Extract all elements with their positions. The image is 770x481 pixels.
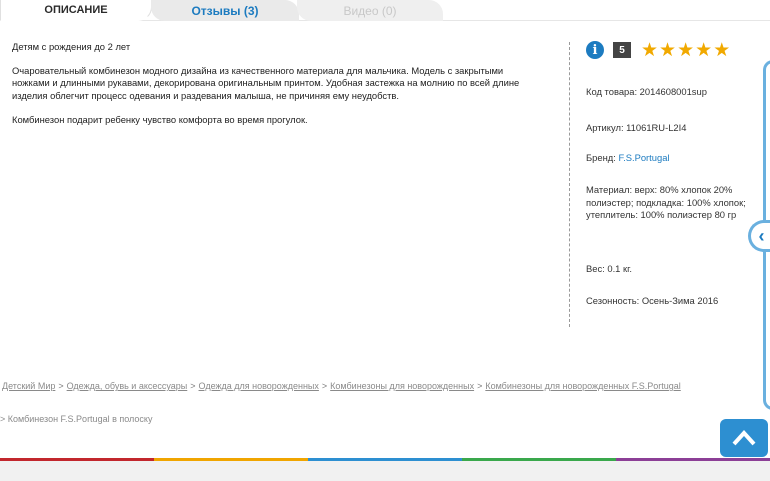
brand-label: Бренд:: [586, 152, 619, 163]
breadcrumb: [2, 380, 742, 392]
season: Сезонность: Осень-Зима 2016: [586, 295, 719, 306]
column-divider: [569, 42, 570, 327]
star-icon: ★: [695, 39, 713, 61]
chevron-left-icon[interactable]: ‹: [748, 220, 770, 252]
brand-link[interactable]: F.S.Portugal: [618, 152, 670, 163]
star-icon: ★: [659, 39, 677, 61]
chevron-up-icon: [731, 429, 757, 447]
breadcrumb-current: > Комбинезон F.S.Portugal в полоску: [0, 414, 153, 424]
description-text: Очаровательный комбинезон модного дизайна из качественного материала для мальчика. Модель с закрытыми ножками и длинными рукавами, декорирована оригинальным принтом. Удобная застежка на молнию по всей длине изделия облегчит процесс одевания и раздевания малыша, не причиняя ему неудобств.: [12, 65, 520, 101]
article-number: Артикул: 11061RU-L2I4: [586, 122, 687, 133]
breadcrumb-separator: >: [190, 381, 196, 391]
product-description: [12, 41, 542, 138]
breadcrumb-link[interactable]: Одежда, обувь и аксессуары: [66, 381, 188, 391]
star-icon: ★: [677, 39, 695, 61]
star-icon: ★: [641, 39, 659, 61]
tabs-bar: [0, 0, 770, 21]
tab-description[interactable]: ОПИСАНИЕ: [0, 0, 152, 21]
comfort-text: Комбинезон подарит ребенку чувство комфорта во время прогулок.: [12, 113, 308, 125]
rating-stars[interactable]: [641, 41, 731, 60]
weight: Вес: 0.1 кг.: [586, 263, 632, 274]
flag-icon: [613, 42, 631, 58]
breadcrumb-separator: >: [58, 381, 64, 391]
breadcrumb-link[interactable]: Комбинезоны для новорожденных F.S.Portugal: [485, 381, 681, 391]
breadcrumb-link[interactable]: Одежда для новорожденных: [198, 381, 319, 391]
specs-icons-row: [586, 38, 761, 62]
breadcrumb-link[interactable]: Детский Мир: [2, 381, 56, 391]
age-text: Детям с рождения до 2 лет: [12, 41, 131, 52]
product-specs: [586, 38, 761, 306]
tab-reviews[interactable]: Отзывы (3): [151, 0, 299, 21]
brand: [586, 152, 670, 163]
star-icon: ★: [713, 39, 731, 61]
tab-video[interactable]: Видео (0): [297, 0, 443, 21]
breadcrumb-separator: >: [477, 381, 483, 391]
breadcrumb-link[interactable]: Комбинезоны для новорожденных: [330, 381, 475, 391]
info-icon[interactable]: i: [586, 41, 604, 59]
product-code: Код товара: 2014608001sup: [586, 86, 707, 97]
footer: [0, 461, 770, 481]
breadcrumb-separator: >: [321, 381, 328, 391]
material: Материал: верх: 80% хлопок 20% полиэстер; подкладка: 100% хлопок; утеплитель: 100% полиэстер 80 гр: [586, 184, 746, 221]
scroll-top-button[interactable]: [720, 419, 768, 457]
flag-icon-text: 5: [619, 44, 625, 56]
